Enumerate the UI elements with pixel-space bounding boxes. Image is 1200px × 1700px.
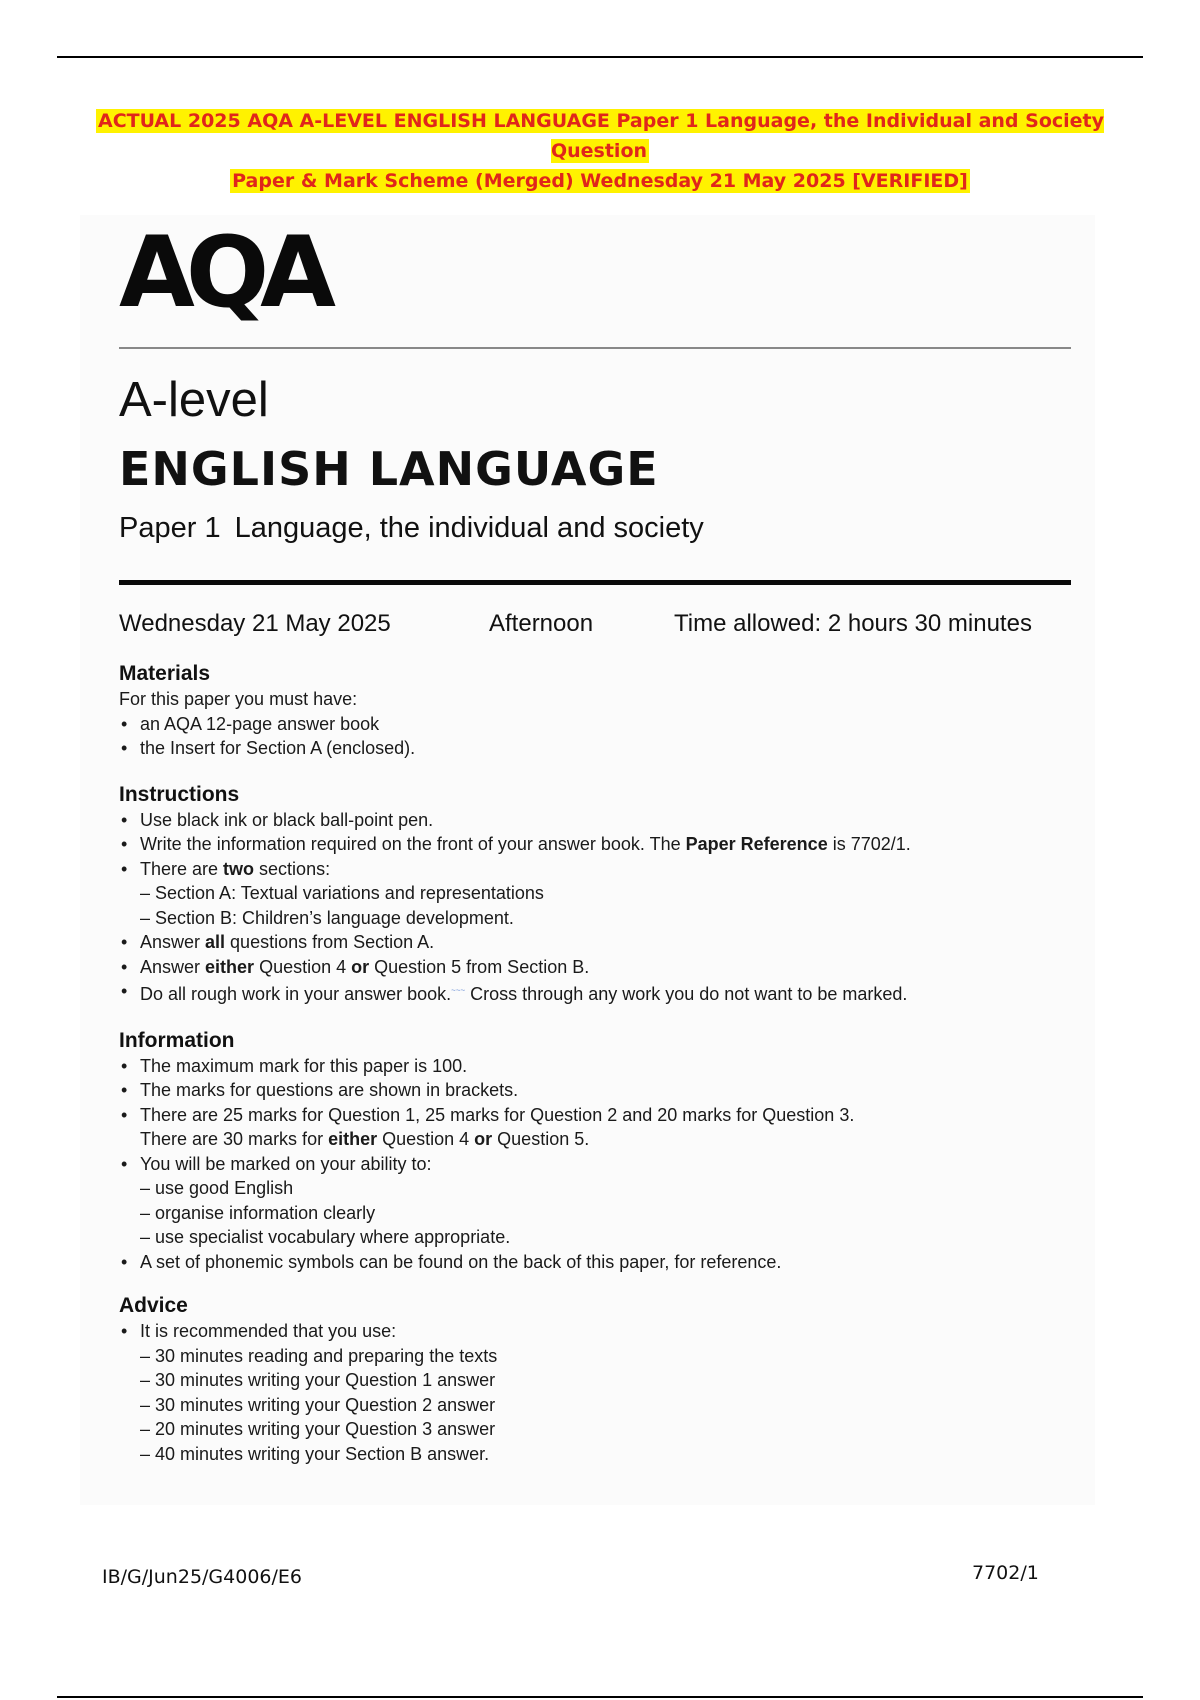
exam-date: Wednesday 21 May 2025 [119,610,391,637]
instructions-heading: Instructions [119,782,240,806]
instruction-subitem: – Section B: Children’s language development. [140,907,514,928]
paper-title [119,510,704,546]
advice-subitem: – 30 minutes writing your Question 1 answer [140,1370,496,1390]
information-section [119,1027,1079,1275]
advice-subitem: – 30 minutes reading and preparing the texts [140,1345,498,1366]
information-item: • There are 25 marks for Question 1, 25 marks for Question 2 and 20 marks for Question 3. [119,1103,1079,1128]
materials-item: • the Insert for Section A (enclosed). [119,736,1079,761]
instruction-item: • Answer all questions from Section A. [119,930,1079,955]
divider-thin [119,347,1071,349]
materials-item: • an AQA 12-page answer book [119,712,1079,737]
cover-content [119,660,1079,1486]
divider-thick [119,580,1071,585]
instruction-item: • Answer either Question 4 or Question 5 from Section B. [119,955,1079,980]
banner-line-2: Paper & Mark Scheme (Merged) Wednesday 21 May 2025 [VERIFIED] [232,170,968,192]
information-continuation: There are 30 marks for either Question 4 or Question 5. [140,1129,590,1149]
information-item: • The marks for questions are shown in brackets. [119,1078,1079,1103]
document-code: IB/G/Jun25/G4006/E6 [102,1566,303,1588]
exam-session: Afternoon [489,610,594,637]
advice-heading: Advice [119,1294,188,1317]
information-subitem: – organise information clearly [140,1202,376,1223]
banner-line-1: ACTUAL 2025 AQA A-LEVEL ENGLISH LANGUAGE Paper 1 Language, the Individual and Society Question [97,110,1105,162]
instructions-section [119,781,1079,1007]
subject-title: ENGLISH LANGUAGE [119,442,659,496]
materials-section [119,660,1079,761]
advice-subitem: – 20 minutes writing your Question 3 answer [140,1419,496,1439]
instruction-item: • Do all rough work in your answer book.~~~ Cross through any work you do not want to be marked. [119,979,1079,1007]
advice-item: • It is recommended that you use: [119,1319,1079,1344]
time-allowed: Time allowed: 2 hours 30 minutes [674,610,1032,637]
instruction-item: • Use black ink or black ball-point pen. [119,808,1079,833]
information-item: • A set of phonemic symbols can be found on the back of this paper, for reference. [119,1250,1079,1275]
paper-number: Paper 1 [119,512,221,544]
advice-subitem: – 40 minutes writing your Section B answer. [140,1443,490,1464]
aqa-logo: AQA [119,216,327,330]
top-rule [57,56,1143,58]
qualification-level: A-level [119,373,269,427]
paper-reference: 7702/1 [972,1562,1039,1584]
materials-intro: For this paper you must have: [119,689,358,709]
instruction-item: • There are two sections: [119,857,1079,882]
information-heading: Information [119,1028,235,1052]
bottom-rule [57,1696,1143,1698]
information-subitem: – use good English [140,1178,294,1198]
instruction-item: • Write the information required on the front of your answer book. The Paper Reference is 7702/1. [119,832,1079,857]
ink-scribble: ~~~ [451,986,466,995]
information-item: • The maximum mark for this paper is 100. [119,1054,1079,1079]
document-banner [60,106,1140,196]
instruction-subitem: – Section A: Textual variations and representations [140,883,544,903]
information-subitem: – use specialist vocabulary where appropriate. [140,1227,511,1247]
materials-heading: Materials [119,662,211,685]
advice-section [119,1292,1079,1466]
information-item: • You will be marked on your ability to: [119,1152,1079,1177]
paper-name: Language, the individual and society [234,512,704,544]
advice-subitem: – 30 minutes writing your Question 2 answer [140,1394,496,1415]
